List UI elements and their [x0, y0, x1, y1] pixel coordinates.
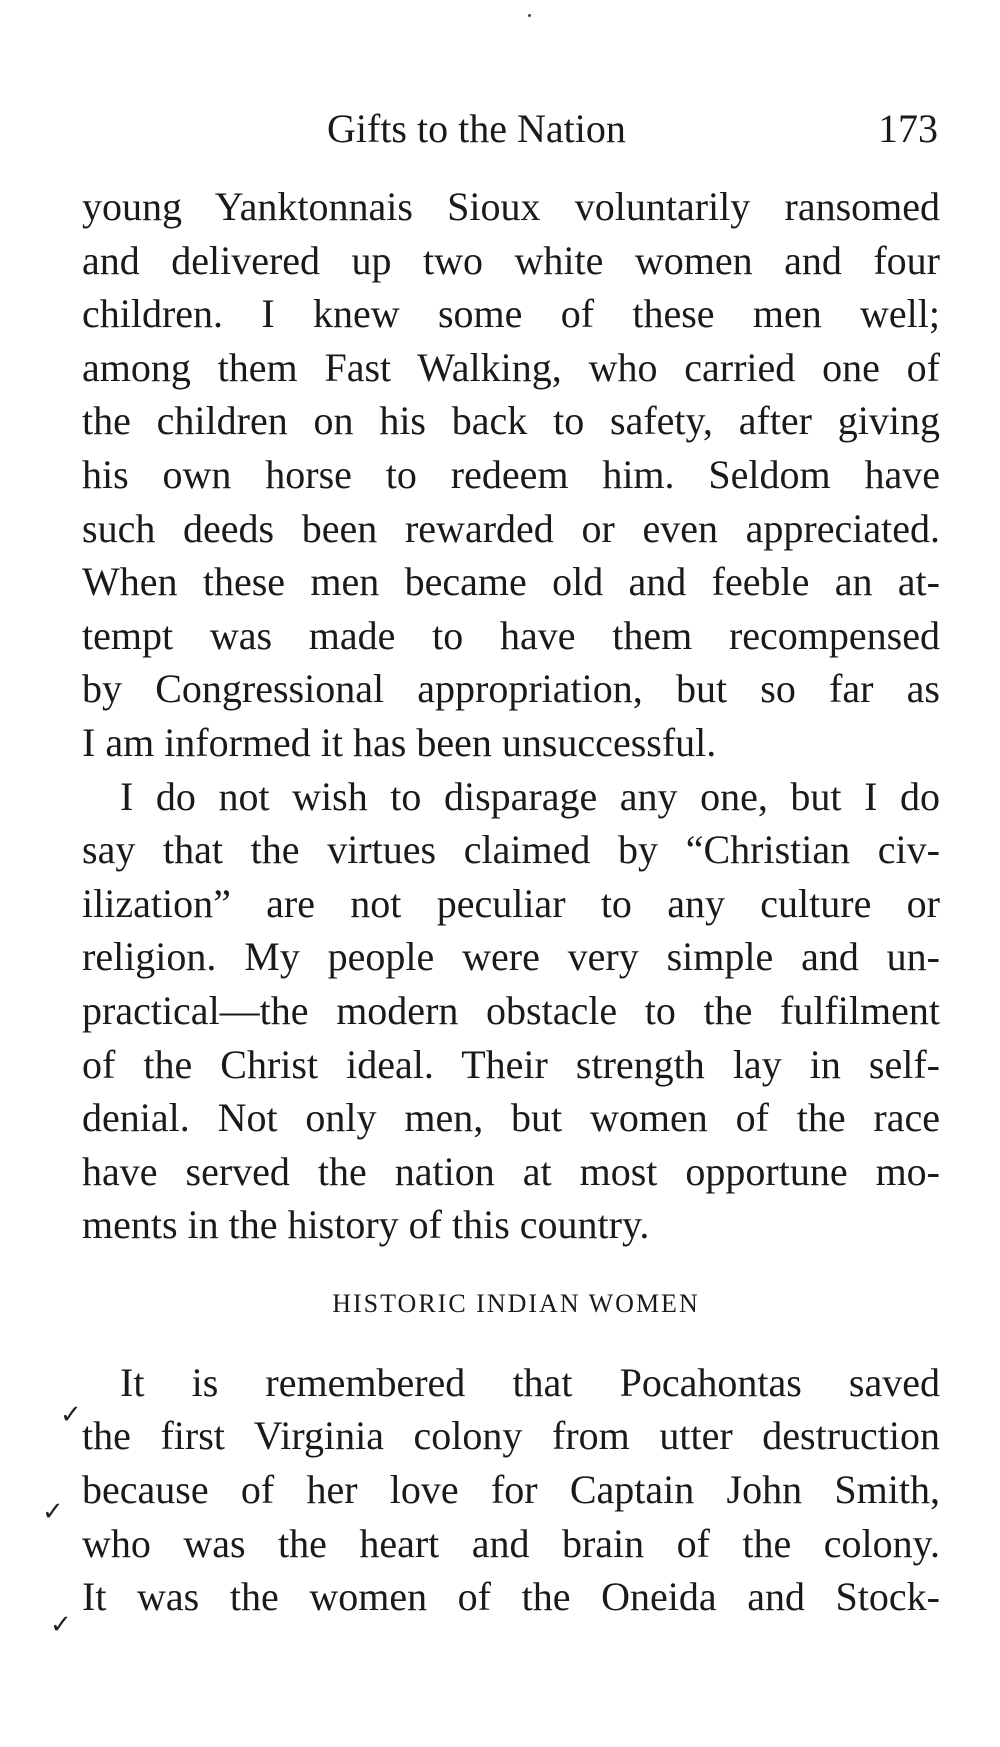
text-line: the children on his back to safety, after giving — [82, 398, 940, 444]
text-line: I am informed it has been unsuccessful. — [82, 719, 717, 765]
text-line: who was the heart and brain of the colony. — [82, 1520, 940, 1566]
page-header — [82, 104, 940, 154]
text-line: practical—the modern obstacle to the fulfilment — [82, 987, 940, 1033]
text-line: denial. Not only men, but women of the race — [82, 1095, 940, 1141]
text-line: the first Virginia colony from utter destruction — [82, 1413, 940, 1459]
running-title: Gifts to the Nation — [327, 106, 626, 151]
margin-check-mark: ✓ — [60, 1400, 82, 1430]
text-line: ilization” are not peculiar to any culture or — [82, 880, 940, 926]
paragraph-2 — [82, 770, 940, 1252]
paragraph-3 — [82, 1356, 940, 1624]
text-line: and delivered up two white women and four — [82, 237, 940, 283]
text-line: ments in the history of this country. — [82, 1202, 650, 1248]
text-line: because of her love for Captain John Smith, — [82, 1467, 940, 1513]
margin-check-mark: ✓ — [42, 1497, 64, 1527]
print-speck — [528, 14, 531, 17]
page-number: 173 — [878, 106, 938, 151]
paragraph-1 — [82, 180, 940, 770]
text-line: When these men became old and feeble an at- — [82, 559, 940, 605]
text-line: religion. My people were very simple and un- — [82, 934, 940, 980]
text-line: by Congressional appropriation, but so far as — [82, 666, 940, 712]
text-line: of the Christ ideal. Their strength lay in self- — [82, 1041, 940, 1087]
text-line: young Yanktonnais Sioux voluntarily ransomed — [82, 184, 940, 229]
margin-check-mark: ✓ — [50, 1610, 72, 1640]
text-line: have served the nation at most opportune mo- — [82, 1148, 940, 1194]
body-text — [82, 180, 940, 1624]
text-line: among them Fast Walking, who carried one of — [82, 344, 940, 390]
text-line: children. I knew some of these men well; — [82, 291, 940, 337]
section-heading: HISTORIC INDIAN WOMEN — [332, 1288, 700, 1318]
text-line: It was the women of the Oneida and Stock- — [82, 1574, 940, 1620]
text-line: such deeds been rewarded or even appreciated. — [82, 505, 940, 551]
text-line: tempt was made to have them recompensed — [82, 612, 940, 658]
text-line: his own horse to redeem him. Seldom have — [82, 451, 940, 497]
text-line: I do not wish to disparage any one, but I do — [120, 773, 940, 819]
text-line: It is remembered that Pocahontas saved — [120, 1359, 940, 1405]
text-line: say that the virtues claimed by “Christian civ- — [82, 827, 940, 873]
